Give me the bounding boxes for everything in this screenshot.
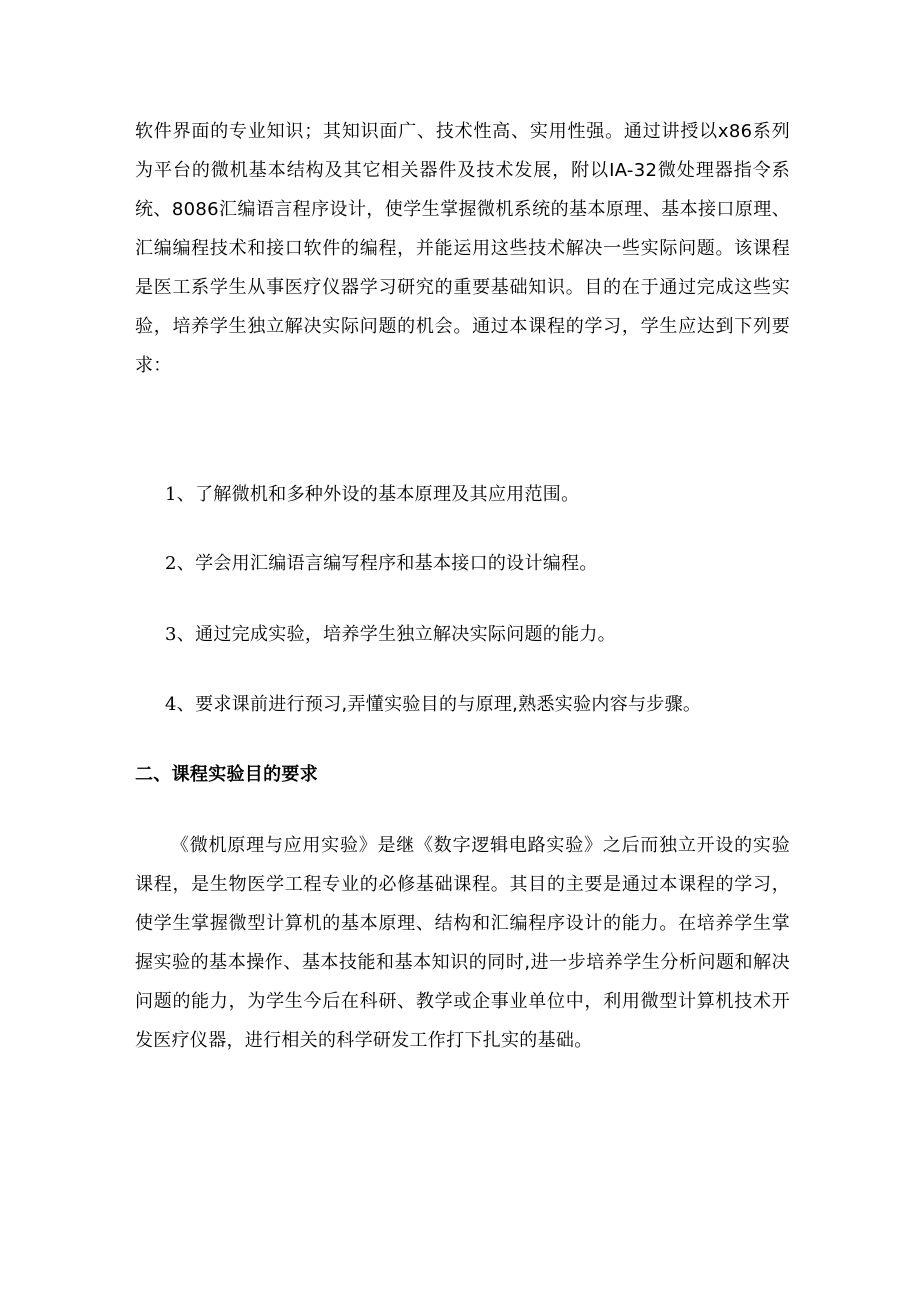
requirement-number: 2: [165, 553, 177, 574]
requirement-number: 3: [165, 624, 177, 645]
section-heading: 二、课程实验目的要求: [135, 764, 318, 785]
requirement-item-3: [165, 620, 790, 650]
requirement-item-1: [165, 480, 790, 510]
body-paragraph: 《微机原理与应用实验》是继《数字逻辑电路实验》之后而独立开设的实验课程，是生物医学工程专业的必修基础课程。其目的主要是通过本课程的学习，使学生掌握微型计算机的基本原理、结构和汇编程序设计的能力。在培养学生掌握实验的基本操作、基本技能和基本知识的同时,进一步培养学生分析问题和解决问题的能力，为学生今后在科研、教学或企事业单位中，利用微型计算机技术开发医疗仪器，进行相关的科学研发工作打下扎实的基础。: [135, 835, 790, 1051]
requirement-item-2: [165, 549, 790, 579]
requirement-item-4: [165, 690, 790, 720]
intro-paragraph: 软件界面的专业知识；其知识面广、技术性高、实用性强。通过讲授以x86系列为平台的微机基本结构及其它相关器件及技术发展，附以IA-32微处理器指令系统、8086汇编语言程序设计，使学生掌握微机系统的基本原理、基本接口原理、汇编编程技术和接口软件的编程，并能运用这些技术解决一些实际问题。该课程是医工系学生从事医疗仪器学习研究的重要基础知识。目的在于通过完成这些实验，培养学生独立解决实际问题的机会。通过本课程的学习，学生应达到下列要求：: [135, 121, 790, 376]
requirement-text: 、通过完成实验，培养学生独立解决实际问题的能力。: [176, 624, 616, 645]
requirement-text: 、学会用汇编语言编写程序和基本接口的设计编程。: [176, 553, 598, 574]
requirement-number: 4: [165, 694, 177, 715]
requirement-text: 、了解微机和多种外设的基本原理及其应用范围。: [176, 484, 580, 505]
requirement-text: 、要求课前进行预习,弄懂实验目的与原理,熟悉实验内容与步骤。: [176, 694, 702, 715]
requirement-number: 1: [165, 484, 177, 505]
